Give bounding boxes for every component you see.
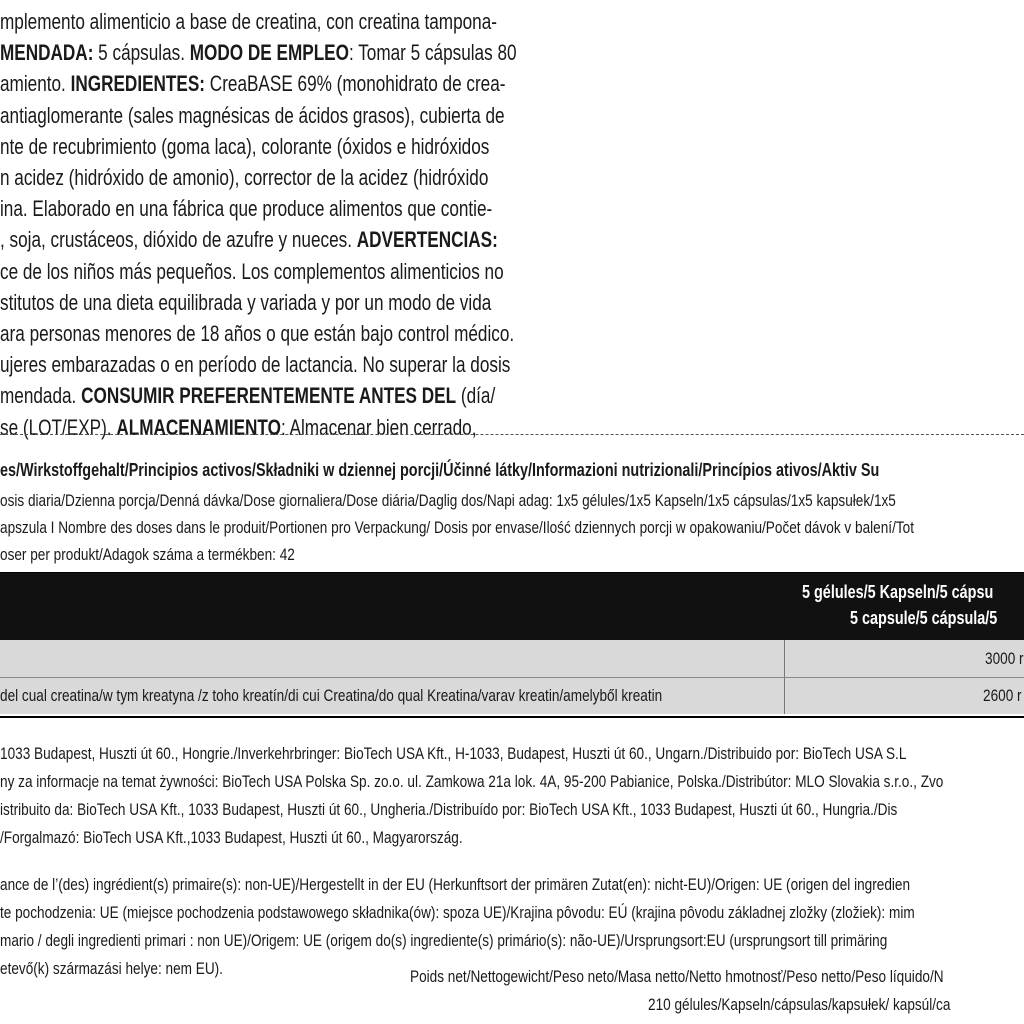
- row2-label: del cual creatina/w tym kreatyna /z toho kreatín/di cui Creatina/do qual Kreatina/varav kreatin/amelyből kreatin: [0, 686, 663, 705]
- origin-line-4: etevő(k) származási helye: nem EU).: [0, 959, 223, 978]
- text-line: [0, 68, 562, 99]
- text-segment: (día/: [456, 383, 496, 409]
- text-segment: ina. Elaborado en una fábrica que produce alimentos que contie-: [0, 196, 493, 222]
- text-segment: 5 cápsulas.: [93, 40, 190, 66]
- text-segment: ce de los niños más pequeños. Los complementos alimenticios no: [0, 258, 504, 284]
- text-line: [0, 318, 562, 349]
- table-header-line-2: 5 capsule/5 cápsula/5: [850, 608, 998, 628]
- text-segment: mplemento alimenticio a base de creatina, con creatina tampona-: [0, 9, 497, 34]
- text-segment: stitutos de una dieta equilibrada y variada y por un modo de vida: [0, 289, 492, 315]
- dose-line-1: osis diaria/Dzienna porcja/Denná dávka/Dose giornaliera/Dose diária/Daglig dos/Napi adag: 1x5 gélules/1x5 Kapseln/1x5 cápsulas/1x5 kapsułek/1x5: [0, 491, 896, 510]
- text-line: [0, 256, 562, 287]
- text-line: [0, 6, 562, 37]
- net-weight-line-2: 210 gélules/Kapseln/cápsulas/kapsułek/ kapsúl/ca: [648, 995, 951, 1014]
- text-line: [0, 349, 562, 380]
- nutrition-table: [0, 572, 1024, 718]
- distributor-line-2: ny za informacje na temat żywności: BioTech USA Polska Sp. zo.o. ul. Zamkowa 21a lok. 4A, 95-200 Pabianice, Polska./Distribútor: MLO Slovakia s.r.o., Zvo: [0, 772, 944, 791]
- text-segment: antiaglomerante (sales magnésicas de ácidos grasos), cubierta de: [0, 102, 505, 128]
- text-line: [0, 162, 562, 193]
- row1-value: 3000 r: [985, 649, 1024, 668]
- section-divider: [0, 434, 1024, 436]
- text-segment: : Tomar 5 cápsulas 80: [348, 40, 517, 66]
- table-row: [0, 640, 1024, 678]
- table-header: [0, 573, 1024, 640]
- distributor-line-1: 1033 Budapest, Huszti út 60., Hongrie./Inverkehrbringer: BioTech USA Kft., H-1033, Budapest, Huszti út 60., Ungarn./Distribuido por: BioTech USA S.L: [0, 744, 907, 763]
- text-line: [0, 224, 562, 255]
- nutrition-header: es/Wirkstoffgehalt/Principios activos/Składniki w dziennej porcji/Účinné látky/Informazioni nutrizionali/Princípios ativos/Aktiv Su: [0, 460, 880, 480]
- table-header-line-1: 5 gélules/5 Kapseln/5 cápsu: [802, 582, 994, 602]
- distributor-line-3: istribuito da: BioTech USA Kft., 1033 Budapest, Huszti út 60., Ungheria./Distribuído por: BioTech USA Kft., 1033 Budapest, Huszti út 60., Hungria./Dis: [0, 800, 898, 819]
- text-segment: ara personas menores de 18 años o que están bajo control médico.: [0, 321, 515, 347]
- bold-heading: ALMACENAMIENTO: [116, 414, 281, 440]
- origin-line-3: mario / degli ingredienti primari : non UE)/Origem: UE (origem do(s) ingrediente(s) primário(s): não-UE)/Ursprungsort:EU (ursprungsort till primäring: [0, 931, 888, 950]
- dose-line-3: oser per produkt/Adagok száma a termékben: 42: [0, 545, 295, 564]
- text-line: [0, 100, 562, 131]
- distributor-line-4: /Forgalmazó: BioTech USA Kft.,1033 Budapest, Huszti út 60., Magyarország.: [0, 828, 463, 847]
- row2-value: 2600 r: [983, 686, 1022, 705]
- text-line: [0, 37, 562, 68]
- text-segment: mendada.: [0, 383, 82, 409]
- text-segment: amiento.: [0, 71, 71, 97]
- text-line: [0, 287, 562, 318]
- text-line: [0, 131, 562, 162]
- origin-line-2: te pochodzenia: UE (miejsce pochodzenia podstawowego składnika(ów): spoza UE)/Krajina pôvodu: EÚ (krajina pôvodu základnej zložky (zložiek): mim: [0, 903, 915, 922]
- text-segment: , soja, crustáceos, dióxido de azufre y nueces.: [0, 227, 357, 253]
- text-line: [0, 193, 562, 224]
- text-segment: nte de recubrimiento (goma laca), colorante (óxidos e hidróxidos: [0, 133, 490, 159]
- text-segment: : Almacenar bien cerrado,: [280, 414, 477, 440]
- origin-line-1: ance de l’(des) ingrédient(s) primaire(s): non-UE)/Hergestellt in der EU (Herkunftsort der primären Zutat(en): nicht-EU)/Origen: UE (origen del ingredien: [0, 875, 911, 894]
- net-weight-line-1: Poids net/Nettogewicht/Peso neto/Masa netto/Netto hmotnosť/Peso netto/Peso líquido/N: [410, 967, 944, 986]
- text-segment: se (LOT/EXP).: [0, 414, 117, 440]
- text-segment: n acidez (hidróxido de amonio), corrector de la acidez (hidróxido: [0, 165, 489, 191]
- text-segment: ujeres embarazadas o en período de lactancia. No superar la dosis: [0, 352, 511, 378]
- bold-heading: CONSUMIR PREFERENTEMENTE ANTES DEL: [81, 383, 457, 409]
- text-line: [0, 412, 562, 443]
- text-segment: CreaBASE 69% (monohidrato de crea-: [205, 71, 506, 97]
- bold-heading: MODO DE EMPLEO: [189, 40, 349, 66]
- table-row: [0, 678, 1024, 714]
- dose-line-2: apszula I Nombre des doses dans le produit/Portionen pro Verpackung/ Dosis por envase/Ilość dziennych porcji w opakowaniu/Počet dávok v balení/Tot: [0, 518, 914, 537]
- text-line: [0, 380, 562, 411]
- bold-heading: ADVERTENCIAS:: [356, 227, 498, 253]
- spanish-text-block: [0, 6, 560, 443]
- bold-heading: INGREDIENTES:: [70, 71, 206, 97]
- bold-heading: MENDADA:: [0, 40, 94, 66]
